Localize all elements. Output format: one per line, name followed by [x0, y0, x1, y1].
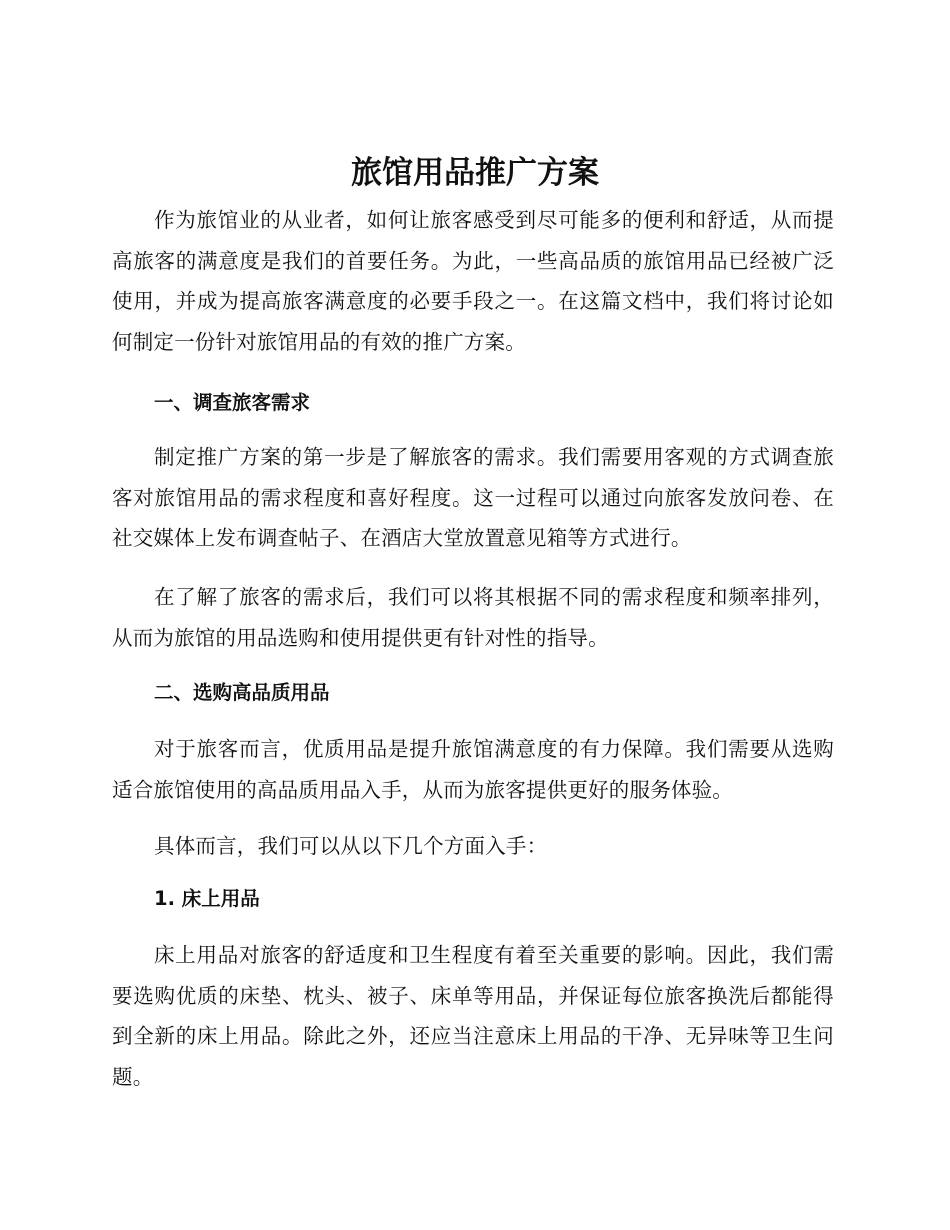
purchase-paragraph-2: 具体而言，我们可以从以下几个方面入手：	[154, 834, 548, 858]
document-title: 旅馆用品推广方案	[351, 155, 599, 191]
subsection-heading-bedding: 1. 床上用品	[154, 887, 260, 910]
bedding-paragraph: 床上用品对旅客的舒适度和卫生程度有着至关重要的影响。因此，我们需要选购优质的床垫、枕头、被子、床单等用品，并保证每位旅客换洗后都能得到全新的床上用品。除此之外，还应当注意床上用品的干净、无异味等卫生问题。	[112, 943, 834, 1089]
section-heading-survey: 一、调查旅客需求	[154, 391, 311, 414]
survey-paragraph-1: 制定推广方案的第一步是了解旅客的需求。我们需要用客观的方式调查旅客对旅馆用品的需求程度和喜好程度。这一过程可以通过向旅客发放问卷、在社交媒体上发布调查帖子、在酒店大堂放置意见箱等方式进行。	[112, 445, 834, 550]
survey-paragraph-2: 在了解了旅客的需求后，我们可以将其根据不同的需求程度和频率排列，从而为旅馆的用品选购和使用提供更有针对性的指导。	[112, 585, 834, 650]
purchase-paragraph-1: 对于旅客而言，优质用品是提升旅馆满意度的有力保障。我们需要从选购适合旅馆使用的高品质用品入手，从而为旅客提供更好的服务体验。	[112, 737, 834, 802]
section-heading-purchase: 二、选购高品质用品	[154, 681, 330, 704]
intro-paragraph: 作为旅馆业的从业者，如何让旅客感受到尽可能多的便利和舒适，从而提高旅客的满意度是我们的首要任务。为此，一些高品质的旅馆用品已经被广泛使用，并成为提高旅客满意度的必要手段之一。在这篇文档中，我们将讨论如何制定一份针对旅馆用品的有效的推广方案。	[112, 208, 834, 354]
